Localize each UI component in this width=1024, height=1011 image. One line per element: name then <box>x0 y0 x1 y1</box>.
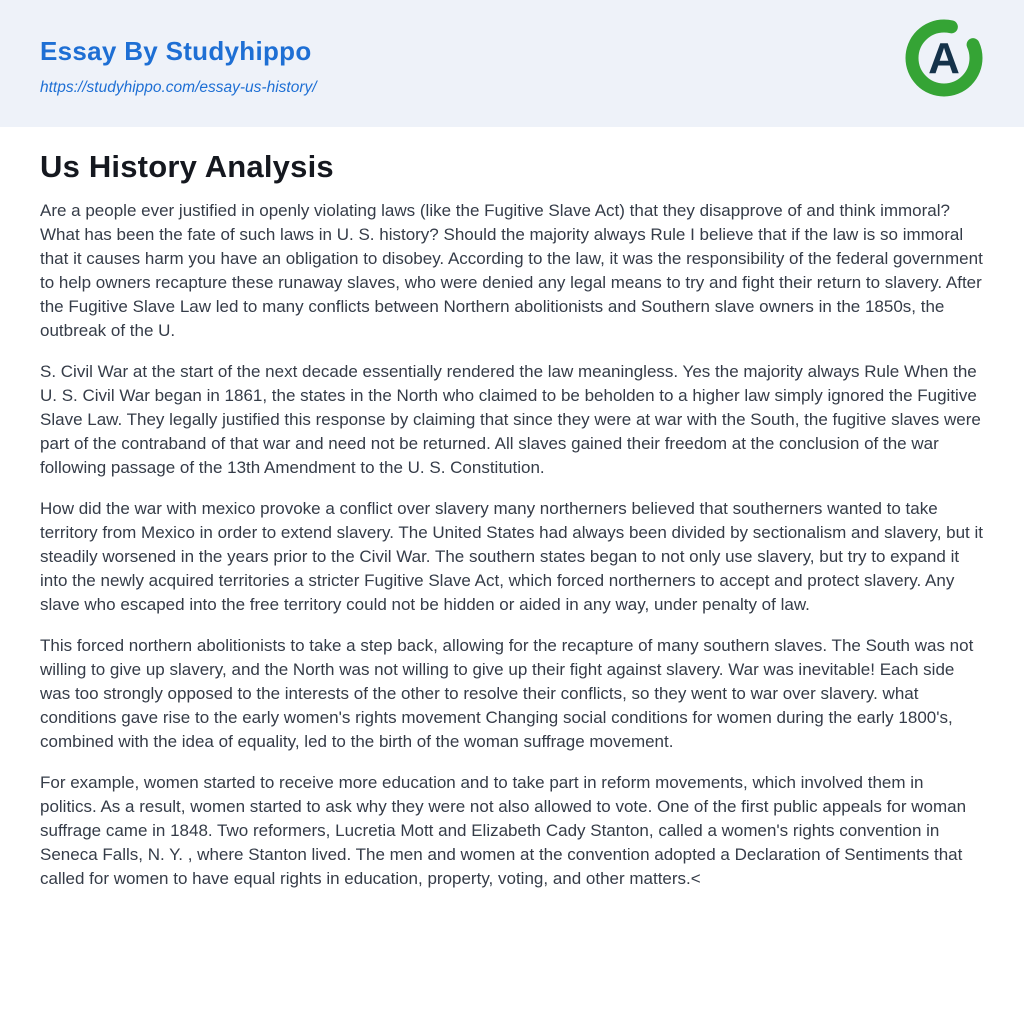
site-url-link[interactable]: https://studyhippo.com/essay-us-history/ <box>40 79 317 96</box>
essay-paragraph: For example, women started to receive more education and to take part in reform movements, which involved them in politics. As a result, women started to ask why they were not also allowed to vote. One of the first public appeals for woman suffrage came in 1848. Two reformers, Lucretia Mott and Elizabeth Cady Stanton, called a women's rights convention in Seneca Falls, N. Y. , where Stanton lived. The men and women at the convention adopted a Declaration of Sentiments that called for women to have equal rights in education, property, voting, and other matters.< <box>40 773 967 888</box>
essay-paragraph: How did the war with mexico provoke a conflict over slavery many northerners believed that southerners wanted to take territory from Mexico in order to extend slavery. The United States had always been divided by sectionalism and slavery, but it steadily worsened in the years prior to the Civil War. The southern states began to not only use slavery, but try to expand it into the newly acquired territories a stricter Fugitive Slave Act, which forced northerners to accept and protect slavery. Any slave who escaped into the free territory could not be hidden or aided in any way, under penalty of law. <box>40 499 984 614</box>
studyhippo-logo-icon <box>904 18 984 98</box>
essay-paragraph: This forced northern abolitionists to take a step back, allowing for the recapture of many southern slaves. The South was not willing to give up slavery, and the North was not willing to give up their fight against slavery. War was inevitable! Each side was too strongly opposed to the interests of the other to resolve their conflicts, so they went to war over slavery. what conditions gave rise to the early women's rights movement Changing social conditions for women during the early 1800's, combined with the idea of equality, led to the birth of the woman suffrage movement. <box>40 636 974 751</box>
essay-paragraph: Are a people ever justified in openly violating laws (like the Fugitive Slave Act) that they disapprove of and think immoral? What has been the fate of such laws in U. S. history? Should the majority always Rule I believe that if the law is so immoral that it causes harm you have an obligation to disobey. According to the law, it was the responsibility of the federal government to help owners recapture these runaway slaves, who were denied any legal means to try and fight their return to slavery. After the Fugitive Slave Law led to many conflicts between Northern abolitionists and Southern slave owners in the 1850s, the outbreak of the U. <box>40 201 983 340</box>
essay-paragraph: S. Civil War at the start of the next decade essentially rendered the law meaningless. Yes the majority always Rule When the U. S. Civil War began in 1861, the states in the North who claimed to be beholden to a higher law simply ignored the Fugitive Slave Law. They legally justified this response by claiming that since they were at war with the South, the fugitive slaves were part of the contraband of that war and need not be returned. All slaves gained their freedom at the conclusion of the war following passage of the 13th Amendment to the U. S. Constitution. <box>40 362 981 477</box>
logo-letter: A <box>928 34 960 83</box>
page-title: Us History Analysis <box>40 149 334 184</box>
page-header <box>0 0 1024 127</box>
site-title: Essay By Studyhippo <box>40 36 312 66</box>
essay-article <box>0 127 1024 938</box>
